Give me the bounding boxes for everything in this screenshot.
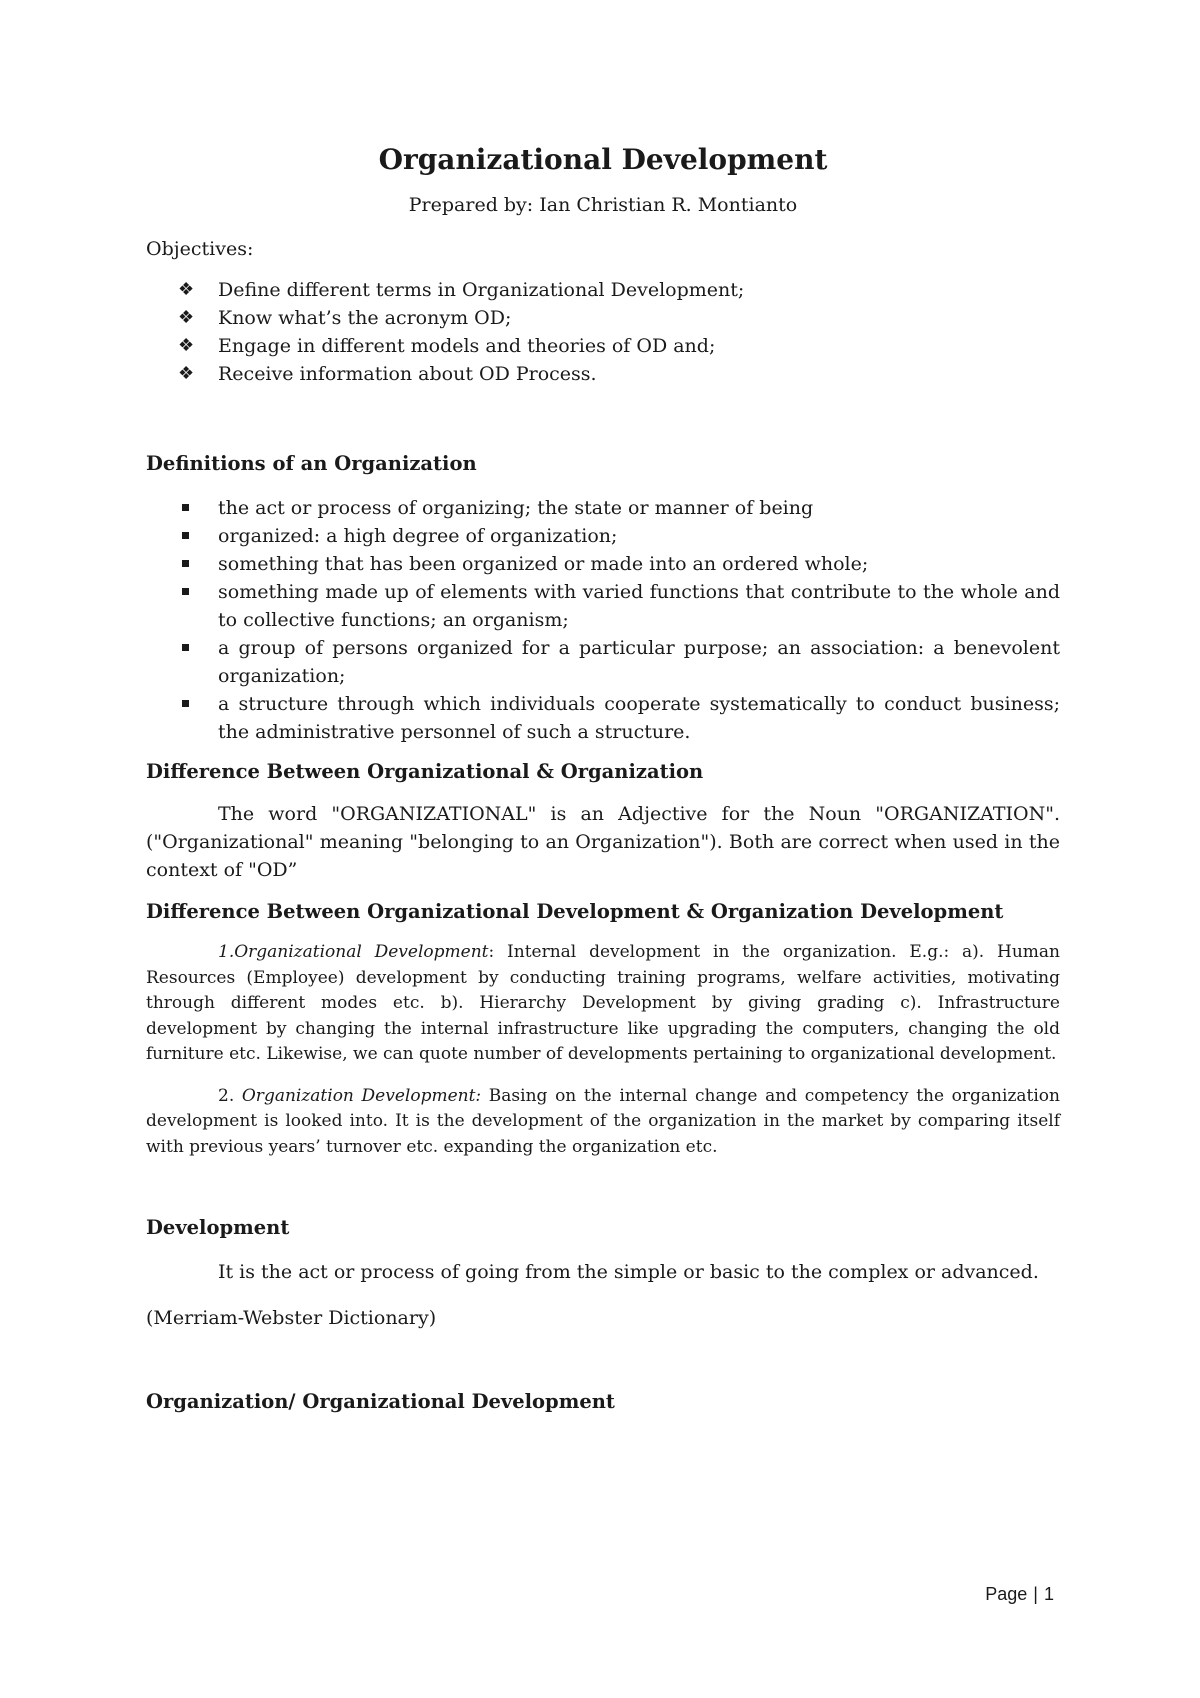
objectives-label: Objectives: xyxy=(146,238,254,260)
square-bullet-icon xyxy=(182,588,189,595)
page-number-footer xyxy=(985,1582,1054,1606)
square-bullet-icon xyxy=(182,700,189,707)
author-line: Prepared by: Ian Christian R. Montianto xyxy=(408,194,798,216)
objective-item: ❖ Define different terms in Organizational Development; xyxy=(178,276,1060,304)
square-bullet-icon xyxy=(182,560,189,567)
definition-item: organized: a high degree of organization; xyxy=(178,522,1060,550)
org-development-paragraph: 1.Organizational Development: Internal development in the organization. E.g.: a). Human Resources (Employee) development by conducting training programs, welfare activities, motivating through different modes etc. b). Hierarchy Development by giving grading c). Infrastructure development by changing the internal infrastructure like upgrading the computers, changing the old furniture etc. Likewise, we can quote number of developments pertaining to organizational development. xyxy=(146,942,1061,1064)
definition-item: the act or process of organizing; the state or manner of being xyxy=(178,494,1060,522)
definition-item: something that has been organized or made into an ordered whole; xyxy=(178,550,1060,578)
development-definition: It is the act or process of going from the simple or basic to the complex or advanced. xyxy=(218,1261,1039,1283)
organization-development-paragraph: 2. Organization Development: Basing on the internal change and competency the organization development is looked into. It is the development of the organization in the market by comparing itself with previous years’ turnover etc. expanding the organization etc. xyxy=(146,1085,1060,1157)
term-organizational-development: 1.Organizational Development xyxy=(218,942,489,962)
difference-paragraph-1: The word "ORGANIZATIONAL" is an Adjective for the Noun "ORGANIZATION". ("Organizational" meaning "belonging to an Organization"). Both are correct when used in the context of "OD” xyxy=(146,803,1060,881)
definition-item: a group of persons organized for a particular purpose; an association: a benevolent organization; xyxy=(178,634,1060,690)
definitions-heading: Definitions of an Organization xyxy=(146,452,477,475)
diamond-bullet-icon: ❖ xyxy=(178,363,195,384)
diamond-bullet-icon: ❖ xyxy=(178,307,195,328)
objective-item: ❖ Receive information about OD Process. xyxy=(178,360,1060,388)
objectives-list xyxy=(146,276,1060,388)
square-bullet-icon xyxy=(182,644,189,651)
page-number: 1 xyxy=(1043,1584,1054,1604)
definition-source: (Merriam-Webster Dictionary) xyxy=(146,1307,437,1329)
term-organization-development: Organization Development: xyxy=(241,1085,482,1106)
development-heading: Development xyxy=(146,1216,290,1239)
diamond-bullet-icon: ❖ xyxy=(178,335,195,356)
objective-item: ❖ Know what’s the acronym OD; xyxy=(178,304,1060,332)
diamond-bullet-icon: ❖ xyxy=(178,279,195,300)
page-label: Page xyxy=(985,1584,1028,1604)
org-dev-heading: Organization/ Organizational Development xyxy=(146,1390,615,1413)
objective-item: ❖ Engage in different models and theories of OD and; xyxy=(178,332,1060,360)
definition-item: a structure through which individuals cooperate systematically to conduct business; the administrative personnel of such a structure. xyxy=(178,690,1060,746)
document-body xyxy=(146,142,1060,1416)
square-bullet-icon xyxy=(182,504,189,511)
page-separator: | xyxy=(1033,1584,1038,1604)
document-title: Organizational Development xyxy=(378,143,828,176)
definitions-list xyxy=(146,494,1060,746)
square-bullet-icon xyxy=(182,532,189,539)
difference-heading-2: Difference Between Organizational Development & Organization Development xyxy=(146,900,1004,923)
definition-item: something made up of elements with varied functions that contribute to the whole and to collective functions; an organism; xyxy=(178,578,1060,634)
difference-heading-1: Difference Between Organizational & Organization xyxy=(146,760,704,783)
